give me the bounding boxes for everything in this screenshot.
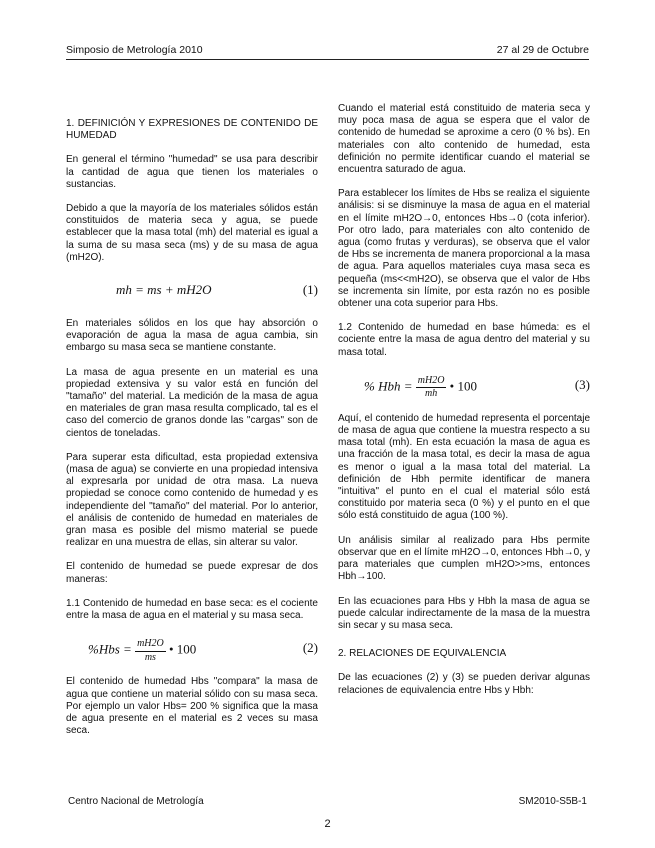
equation-2-number: (2) <box>302 640 318 656</box>
page-number: 2 <box>324 818 331 830</box>
equation-2-rhs: • 100 <box>168 641 197 657</box>
paragraph: El contenido de humedad Hbs "compara" la masa de agua que contiene un material sólido con su masa seca. Por ejemplo un valor Hbs= 200 % significa que la masa de agua presente en el material es 2 veces su masa seca. <box>66 676 318 737</box>
section-heading-1: 1. DEFINICIÓN Y EXPRESIONES DE CONTENIDO DE HUMEDAD <box>66 118 318 142</box>
paragraph: Debido a que la mayoría de los materiales sólidos están constituidos de materia seca y agua, se puede establecer que la masa total (mh) del material es igual a la suma de su masa seca (ms) y de su masa de agua (mH2O). <box>66 203 318 263</box>
paragraph: Un análisis similar al realizado para Hbs permite observar que en el límite mH2O→0, entonces Hbh→0, y para materiales que cumplen mH2O>>ms, entonces Hbh→100. <box>338 534 590 583</box>
equation-1-expression: mh = ms + mH2O <box>116 282 212 298</box>
equation-3 <box>338 371 590 405</box>
paragraph: En general el término "humedad" se usa para describir la cantidad de agua que tienen los materiales o sustancias. <box>66 154 318 190</box>
equation-2 <box>66 634 318 668</box>
paragraph: En materiales sólidos en los que hay absorción o evaporación de agua la masa de agua cambia, sin embargo su masa seca se mantiene constante. <box>66 318 318 354</box>
equation-1-number: (1) <box>302 282 318 298</box>
paragraph: De las ecuaciones (2) y (3) se pueden derivar algunas relaciones de equivalencia entre Hbs y Hbh: <box>338 672 590 696</box>
equation-1 <box>66 276 318 310</box>
equation-2-lhs: %Hbs = <box>88 641 132 657</box>
paragraph: Cuando el material está constituido de materia seca y muy poca masa de agua se espera que el valor de contenido de humedad se aproxime a cero (0 % bs). En materiales con alto contenido de humedad, esta definición no permite identificar cuando el material se encuentra saturado de agua. <box>338 103 590 176</box>
equation-3-lhs: % Hbh = <box>364 378 413 394</box>
equation-3-denominator: mh <box>424 388 438 400</box>
equation-3-numerator: mH2O <box>416 375 447 388</box>
paragraph: Para establecer los límites de Hbs se realiza el siguiente análisis: si se disminuye la masa de agua en el material en el límite mH2O→0, entonces Hbs→0 (cota inferior). Por otro lado, para materiales con alto contenido de agua (como frutas y verduras), se observa que el valor de Hbs se incrementa de manera proporcional a la masa de agua. Para aquellos materiales cuya masa seca es pequeña (ms<<mH2O), se observa que el valor de Hbs se incrementa sin límite, por esta razón no es posible obtener una cota superior para Hbs. <box>338 188 590 310</box>
equation-2-fraction <box>135 638 166 663</box>
footer-left: Centro Nacional de Metrología <box>68 796 204 807</box>
equation-3-number: (3) <box>574 376 590 392</box>
section-heading-2: 2. RELACIONES DE EQUIVALENCIA <box>338 648 507 660</box>
paragraph: 1.2 Contenido de humedad en base húmeda: es el cociente entre la masa de agua dentro del material y su masa total. <box>338 322 590 358</box>
paragraph: En las ecuaciones para Hbs y Hbh la masa de agua se puede calcular indirectamente de la masa de la muestra sin secar y su masa seca. <box>338 595 590 631</box>
equation-2-numerator: mH2O <box>135 638 166 651</box>
right-column <box>338 103 590 709</box>
equation-2-denominator: ms <box>144 651 156 663</box>
paragraph: La masa de agua presente en un material es una propiedad extensiva y su valor está en función del "tamaño" del material. La medición de la masa de agua en materiales de gran masa resulta complicado, tal es el caso del comercio de granos donde las "cargas" son de cientos de toneladas. <box>66 366 318 439</box>
paragraph: 1.1 Contenido de humedad en base seca: es el cociente entre la masa de agua en el material y su masa seca. <box>66 597 318 622</box>
equation-3-rhs: • 100 <box>449 378 477 394</box>
header-rule <box>66 59 589 60</box>
footer-right: SM2010-S5B-1 <box>518 796 587 807</box>
left-column <box>66 118 318 749</box>
running-header-left: Simposio de Metrología 2010 <box>66 44 203 56</box>
equation-3-fraction <box>416 375 447 400</box>
paragraph: El contenido de humedad se puede expresar de dos maneras: <box>66 561 318 585</box>
running-header-right: 27 al 29 de Octubre <box>496 44 589 56</box>
paragraph: Para superar esta dificultad, esta propiedad extensiva (masa de agua) se convierte en una propiedad intensiva al expresarla por unidad de otra masa. La nueva propiedad se conoce como contenido de humedad y es independiente del "tamaño" del material. Por lo anterior, el análisis de contenido de humedad en materiales de gran masa es posible del mismo material se puede realizar en una muestra de ellas, sin alterar su valor. <box>66 451 318 549</box>
paragraph: Aquí, el contenido de humedad representa el porcentaje de masa de agua que contiene la muestra respecto a su masa total (mh). En esta ecuación la masa de agua es una fracción de la masa total, es decir la masa de agua es menor o igual a la masa total del material. La definición de Hbh permite identificar de manera "intuitiva" el punto en el cual el material sólo está constituido por materia seca (0 %) y el punto en el que sólo está constituido de agua (100 %). <box>338 412 590 522</box>
